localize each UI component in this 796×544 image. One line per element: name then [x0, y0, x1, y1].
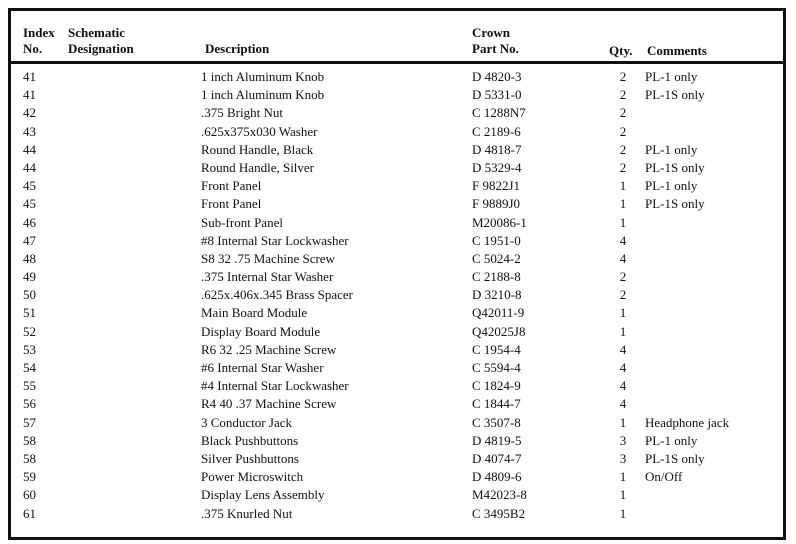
row-index: 61 [23, 505, 36, 521]
row-description: .375 Bright Nut [201, 105, 283, 121]
row-part-number: C 3495B2 [472, 505, 526, 521]
row-qty: 1 [619, 196, 627, 212]
row-index: 43 [23, 123, 36, 139]
row-part-number: C 1824-9 [472, 378, 521, 394]
row-description: #4 Internal Star Lockwasher [201, 378, 349, 394]
table-body [11, 68, 783, 523]
row-description: R6 32 .25 Machine Screw [201, 341, 337, 357]
row-part-number: F 9889J0 [472, 196, 521, 212]
row-description: Silver Pushbuttons [201, 450, 299, 466]
row-description: .375 Knurled Nut [201, 505, 293, 521]
row-qty: 2 [619, 141, 627, 157]
row-index: 55 [23, 378, 36, 394]
row-description: .625x.406x.345 Brass Spacer [201, 287, 354, 303]
row-comment: PL-1S only [645, 87, 705, 103]
row-comment: PL-1S only [645, 159, 705, 175]
row-description: Black Pushbuttons [201, 432, 299, 448]
row-description: .625x375x030 Washer [201, 123, 318, 139]
table-row [11, 195, 783, 213]
table-row [11, 232, 783, 250]
header-schematic-line2: Designation [68, 41, 134, 56]
table-row [11, 123, 783, 141]
row-part-number: C 2188-8 [472, 269, 521, 285]
row-qty: 1 [619, 178, 627, 194]
header-qty: Qty. [609, 43, 633, 58]
table-row [11, 450, 783, 468]
row-qty: 2 [619, 123, 627, 139]
row-description: Sub-front Panel [201, 214, 283, 230]
row-qty: 4 [619, 378, 627, 394]
row-qty: 1 [619, 469, 627, 485]
header-index-line1: Index [23, 25, 55, 40]
row-qty: 3 [619, 432, 627, 448]
row-part-number: D 4074-7 [472, 450, 522, 466]
header-crown-line2: Part No. [472, 41, 519, 56]
row-comment: PL-1 only [645, 69, 698, 84]
table-row [11, 286, 783, 304]
row-index: 51 [23, 305, 36, 321]
row-index: 44 [23, 159, 36, 175]
row-description: S8 32 .75 Machine Screw [201, 250, 335, 266]
row-index: 57 [23, 414, 36, 430]
row-description: .375 Internal Star Washer [201, 269, 334, 285]
row-part-number: C 2189-6 [472, 123, 521, 139]
row-qty: 1 [619, 414, 627, 430]
header-schematic [68, 25, 134, 57]
row-qty: 4 [619, 360, 627, 375]
table-row [11, 377, 783, 395]
table-row [11, 268, 783, 286]
row-index: 48 [23, 250, 36, 266]
row-part-number: C 5024-2 [472, 250, 521, 266]
table-row [11, 141, 783, 159]
header-part-no [472, 25, 519, 57]
row-qty: 4 [619, 341, 627, 357]
table-row [11, 250, 783, 268]
row-part-number: C 1954-4 [472, 341, 521, 357]
row-index: 42 [23, 105, 36, 121]
row-part-number: C 5594-4 [472, 360, 521, 375]
row-part-number: M20086-1 [472, 214, 527, 230]
table-row [11, 486, 783, 504]
header-index [23, 25, 55, 57]
row-part-number: Q42025J8 [472, 323, 526, 339]
row-qty: 4 [619, 250, 627, 266]
table-row [11, 414, 783, 432]
row-qty: 1 [619, 214, 627, 230]
table-row [11, 177, 783, 195]
table-row [11, 395, 783, 413]
row-part-number: C 3507-8 [472, 414, 521, 430]
row-qty: 2 [619, 287, 627, 303]
parts-list-table [8, 8, 786, 540]
row-description: Power Microswitch [201, 469, 304, 485]
row-comment: PL-1S only [645, 196, 705, 212]
row-qty: 4 [619, 232, 627, 248]
row-description: Front Panel [201, 196, 262, 212]
row-description: R4 40 .37 Machine Screw [201, 396, 337, 412]
row-description: Main Board Module [201, 305, 308, 321]
row-part-number: C 1288N7 [472, 105, 526, 121]
row-description: Round Handle, Black [201, 141, 314, 157]
row-qty: 2 [619, 69, 627, 84]
row-part-number: D 3210-8 [472, 287, 522, 303]
row-index: 54 [23, 360, 36, 375]
row-index: 45 [23, 196, 36, 212]
table-row [11, 323, 783, 341]
row-description: Display Board Module [201, 323, 321, 339]
table-row [11, 359, 783, 377]
row-index: 46 [23, 214, 36, 230]
row-description: 1 inch Aluminum Knob [201, 87, 325, 103]
row-comment: PL-1S only [645, 450, 705, 466]
table-row [11, 468, 783, 486]
header-description: Description [205, 41, 270, 56]
table-row [11, 68, 783, 86]
row-index: 49 [23, 269, 36, 285]
row-part-number: D 5331-0 [472, 87, 522, 103]
row-index: 58 [23, 450, 36, 466]
row-description: #8 Internal Star Lockwasher [201, 232, 349, 248]
row-qty: 1 [619, 323, 627, 339]
row-index: 45 [23, 178, 36, 194]
row-part-number: C 1951-0 [472, 232, 521, 248]
header-comments: Comments [647, 43, 707, 58]
row-qty: 2 [619, 87, 627, 103]
row-description: Round Handle, Silver [201, 159, 315, 175]
row-qty: 2 [619, 105, 627, 121]
row-description: Front Panel [201, 178, 262, 194]
row-description: Display Lens Assembly [201, 487, 325, 503]
row-comment: PL-1 only [645, 178, 698, 194]
row-qty: 2 [619, 159, 627, 175]
header-crown-line1: Crown [472, 25, 511, 40]
row-part-number: D 4819-5 [472, 432, 522, 448]
row-index: 50 [23, 287, 36, 303]
table-header [11, 11, 783, 64]
row-comment: PL-1 only [645, 141, 698, 157]
table-row [11, 505, 783, 523]
row-comment: PL-1 only [645, 432, 698, 448]
row-index: 44 [23, 141, 36, 157]
row-part-number: C 1844-7 [472, 396, 521, 412]
table-row [11, 104, 783, 122]
table-row [11, 432, 783, 450]
row-qty: 3 [619, 450, 627, 466]
header-index-line2: No. [23, 41, 43, 56]
row-description: 1 inch Aluminum Knob [201, 69, 325, 84]
row-index: 52 [23, 323, 36, 339]
row-comment: On/Off [645, 469, 683, 485]
row-index: 53 [23, 341, 36, 357]
table-row [11, 159, 783, 177]
row-index: 56 [23, 396, 36, 412]
table-row [11, 341, 783, 359]
row-index: 41 [23, 69, 36, 84]
table-row [11, 86, 783, 104]
row-qty: 2 [619, 269, 627, 285]
row-comment: Headphone jack [645, 414, 730, 430]
row-index: 60 [23, 487, 36, 503]
row-index: 59 [23, 469, 36, 485]
row-qty: 4 [619, 396, 627, 412]
table-row [11, 214, 783, 232]
row-part-number: D 4809-6 [472, 469, 522, 485]
row-description: 3 Conductor Jack [201, 414, 292, 430]
row-part-number: D 5329-4 [472, 159, 522, 175]
row-part-number: D 4820-3 [472, 69, 522, 84]
row-index: 58 [23, 432, 36, 448]
row-part-number: F 9822J1 [472, 178, 521, 194]
row-qty: 1 [619, 505, 627, 521]
row-part-number: Q42011-9 [472, 305, 525, 321]
row-qty: 1 [619, 487, 627, 503]
row-part-number: D 4818-7 [472, 141, 522, 157]
row-index: 41 [23, 87, 36, 103]
row-description: #6 Internal Star Washer [201, 360, 324, 375]
row-part-number: M42023-8 [472, 487, 527, 503]
row-index: 47 [23, 232, 36, 248]
table-row [11, 304, 783, 322]
header-schematic-line1: Schematic [68, 25, 126, 40]
row-qty: 1 [619, 305, 627, 321]
